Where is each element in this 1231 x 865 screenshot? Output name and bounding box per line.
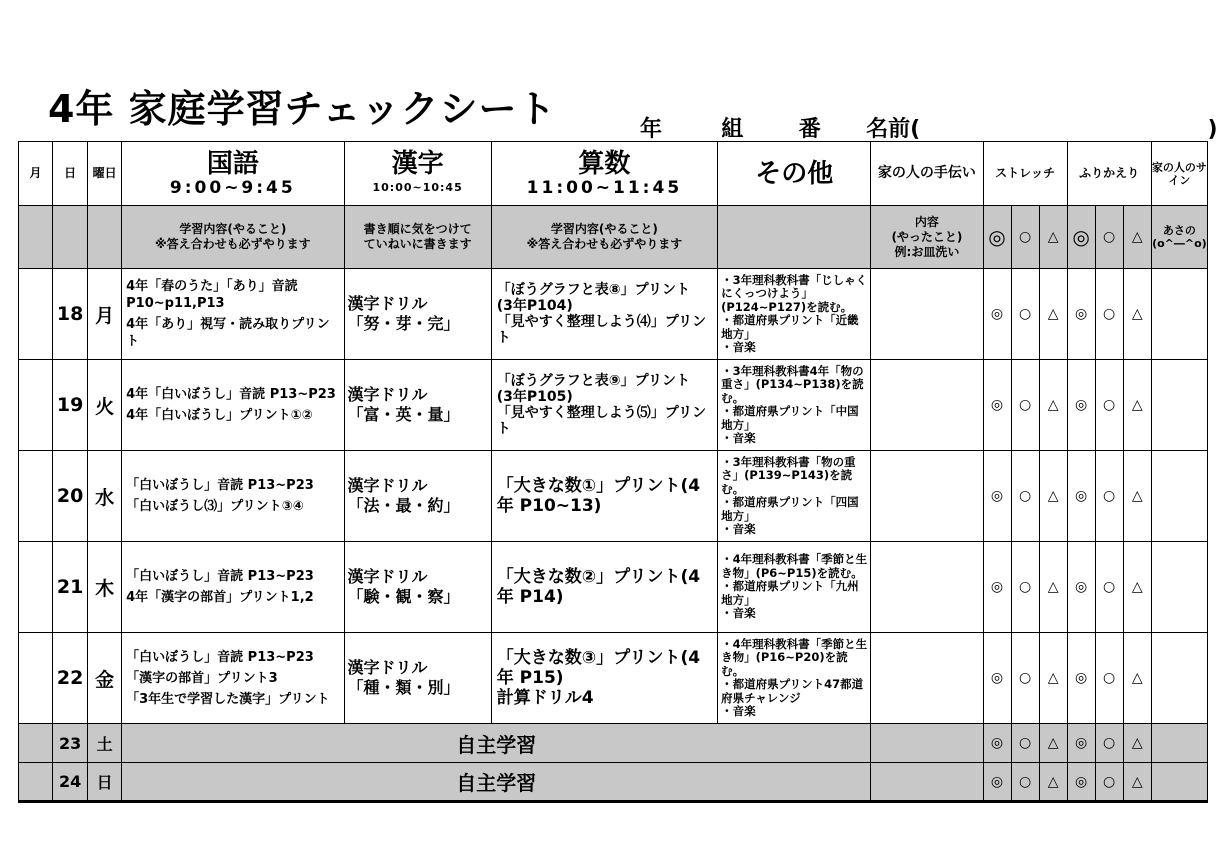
sansu-task: 「大きな数②」プリント(4年 P14) xyxy=(496,567,701,607)
header-review: ふりかえり xyxy=(1067,142,1151,206)
kokugo-task: 「白いぼうし」音読 P13~P23 xyxy=(126,569,314,584)
stretch-triangle[interactable]: △ xyxy=(1039,451,1067,542)
stretch-double-circle[interactable]: ◎ xyxy=(983,269,1011,360)
month-cell xyxy=(19,269,53,360)
kokugo-task: 「白いぼうし」音読 P13~P23 xyxy=(126,649,314,665)
kokugo-task: 4年「あり」視写・読み取りプリント xyxy=(126,317,330,349)
kanji-drill: 漢字ドリル xyxy=(347,476,428,495)
stretch-circle[interactable]: ○ xyxy=(1011,633,1039,724)
review-triangle[interactable]: △ xyxy=(1123,763,1151,802)
stretch-double-circle[interactable]: ◎ xyxy=(983,633,1011,724)
day-cell: 21 xyxy=(53,542,88,633)
other-cell xyxy=(718,451,871,542)
kanji-title: 漢字 xyxy=(391,148,444,179)
month-cell xyxy=(19,542,53,633)
help-cell[interactable] xyxy=(871,633,983,724)
review-circle[interactable]: ○ xyxy=(1095,724,1123,763)
month-cell xyxy=(19,633,53,724)
help-cell[interactable] xyxy=(871,724,983,763)
table-row-weekend xyxy=(19,763,1208,802)
sub-kanji-line1: 書き順に気をつけて xyxy=(363,222,472,236)
table-row xyxy=(19,360,1208,451)
weekday-cell: 火 xyxy=(88,360,122,451)
help-cell[interactable] xyxy=(871,542,983,633)
kokugo-time: 9:00~9:45 xyxy=(169,177,296,198)
day-cell: 20 xyxy=(53,451,88,542)
review-triangle[interactable]: △ xyxy=(1123,724,1151,763)
weekday-cell: 水 xyxy=(88,451,122,542)
sub-kokugo-line2: ※答え合わせも必ずやります xyxy=(154,237,311,251)
kanji-chars: 「験・観・察」 xyxy=(347,587,460,606)
review-double-circle[interactable]: ◎ xyxy=(1067,763,1095,802)
other-task: ・3年理科教科書「物の重さ」(P139~P143)を読む。 xyxy=(721,454,856,496)
review-circle[interactable]: ○ xyxy=(1095,542,1123,633)
stretch-circle[interactable]: ○ xyxy=(1011,451,1039,542)
sansu-task: 「ぼうグラフと表⑧」プリント xyxy=(496,282,691,298)
sub-help-line1: 内容 xyxy=(914,214,939,229)
sub-help xyxy=(871,206,983,269)
kanji-drill: 漢字ドリル xyxy=(347,385,428,404)
sansu-task: 「大きな数①」プリント(4年 P10~13) xyxy=(496,476,701,516)
weekday-cell: 日 xyxy=(88,763,122,802)
stretch-circle[interactable]: ○ xyxy=(1011,360,1039,451)
review-circle[interactable]: ○ xyxy=(1095,763,1123,802)
sign-cell[interactable] xyxy=(1151,360,1207,451)
header-stretch: ストレッチ xyxy=(983,142,1067,206)
kanji-drill: 漢字ドリル xyxy=(347,294,428,313)
review-triangle[interactable]: △ xyxy=(1123,542,1151,633)
table-row-weekend xyxy=(19,724,1208,763)
sansu-task: 計算ドリル4 xyxy=(496,688,594,708)
table-row xyxy=(19,269,1208,360)
stretch-triangle[interactable]: △ xyxy=(1039,360,1067,451)
other-task: ・4年理科教科書「季節と生き物」(P6~P15)を読む。 xyxy=(721,552,868,580)
table-row xyxy=(19,542,1208,633)
sub-sign-line1: あさの xyxy=(1162,224,1196,237)
other-task: ・4年理科教科書「季節と生き物」(P16~P20)を読む。 xyxy=(721,636,868,678)
sub-sign xyxy=(1151,206,1207,269)
kanji-cell xyxy=(344,360,491,451)
header-kokugo xyxy=(122,142,344,206)
other-cell xyxy=(718,542,871,633)
review-circle: ○ xyxy=(1095,206,1123,269)
kanji-cell xyxy=(344,633,491,724)
header-kanji xyxy=(344,142,491,206)
other-task: ・音楽 xyxy=(721,431,756,445)
kanji-cell xyxy=(344,451,491,542)
review-circle[interactable]: ○ xyxy=(1095,451,1123,542)
kanji-drill: 漢字ドリル xyxy=(347,658,428,677)
sansu-task: 「大きな数③」プリント(4年 P15) xyxy=(496,648,701,688)
month-cell xyxy=(19,763,53,802)
sub-month xyxy=(19,206,53,269)
stretch-double-circle[interactable]: ◎ xyxy=(983,360,1011,451)
sign-cell[interactable] xyxy=(1151,451,1207,542)
other-task: ・都道府県プリント「中国地方」 xyxy=(721,404,859,432)
other-task: ・都道府県プリント47都道府県チャレンジ xyxy=(721,677,864,705)
other-task: ・音楽 xyxy=(721,340,756,354)
kanji-drill: 漢字ドリル xyxy=(347,567,428,586)
other-cell xyxy=(718,269,871,360)
sub-other xyxy=(718,206,871,269)
other-task: ・都道府県プリント「四国地方」 xyxy=(721,495,859,523)
kanji-chars: 「努・芽・完」 xyxy=(347,314,460,333)
stretch-circle[interactable]: ○ xyxy=(1011,269,1039,360)
review-triangle[interactable]: △ xyxy=(1123,360,1151,451)
sub-kokugo-line1: 学習内容(やること) xyxy=(179,222,287,236)
sansu-task: 「見やすく整理しよう⑷」プリント xyxy=(496,314,707,346)
other-task: ・音楽 xyxy=(721,704,756,718)
day-cell: 24 xyxy=(53,763,88,802)
name-row xyxy=(640,112,1218,143)
month-cell xyxy=(19,724,53,763)
stretch-triangle[interactable]: △ xyxy=(1039,724,1067,763)
kokugo-cell xyxy=(122,633,344,724)
review-triangle[interactable]: △ xyxy=(1123,633,1151,724)
weekday-cell: 金 xyxy=(88,633,122,724)
stretch-double-circle[interactable]: ◎ xyxy=(983,542,1011,633)
sub-sansu-line1: 学習内容(やること) xyxy=(550,222,658,236)
sansu-cell xyxy=(491,542,717,633)
stretch-triangle[interactable]: △ xyxy=(1039,269,1067,360)
review-double-circle[interactable]: ◎ xyxy=(1067,360,1095,451)
other-task: ・3年理科教科書4年「物の重さ」(P134~P138)を読む。 xyxy=(721,363,864,405)
other-task: ・都道府県プリント「近畿地方」 xyxy=(721,313,859,341)
help-cell[interactable] xyxy=(871,360,983,451)
kokugo-cell xyxy=(122,542,344,633)
sansu-task: 「ぼうグラフと表⑨」プリント xyxy=(496,373,691,389)
sign-cell[interactable] xyxy=(1151,763,1207,802)
review-triangle[interactable]: △ xyxy=(1123,269,1151,360)
header-weekday: 曜日 xyxy=(88,142,122,206)
month-cell xyxy=(19,451,53,542)
stretch-double-circle[interactable]: ◎ xyxy=(983,763,1011,802)
kanji-time: 10:00~10:45 xyxy=(372,180,463,194)
kokugo-task: 「白いぼうし」音読 P13~P23 xyxy=(126,478,314,493)
ban-label: 番 xyxy=(798,117,821,142)
sub-help-line3: 例:お皿洗い xyxy=(894,244,960,259)
sign-cell[interactable] xyxy=(1151,724,1207,763)
review-double-circle: ◎ xyxy=(1067,206,1095,269)
sign-cell[interactable] xyxy=(1151,269,1207,360)
review-double-circle[interactable]: ◎ xyxy=(1067,633,1095,724)
stretch-circle[interactable]: ○ xyxy=(1011,542,1039,633)
review-triangle: △ xyxy=(1123,206,1151,269)
other-task: ・都道府県プリント「九州地方」 xyxy=(721,579,859,607)
review-double-circle[interactable]: ◎ xyxy=(1067,451,1095,542)
kanji-chars: 「富・英・量」 xyxy=(347,405,460,424)
kokugo-title: 国語 xyxy=(206,148,259,179)
header-day: 日 xyxy=(53,142,88,206)
sansu-task: (3年P104) xyxy=(496,298,573,314)
stretch-triangle[interactable]: △ xyxy=(1039,763,1067,802)
header-month: 月 xyxy=(19,142,53,206)
kokugo-cell xyxy=(122,451,344,542)
sub-sansu-line2: ※答え合わせも必ずやります xyxy=(526,237,683,251)
stretch-triangle: △ xyxy=(1039,206,1067,269)
other-task: ・3年理科教科書「じしゃくにくっつけよう」(P124~P127)を読む。 xyxy=(721,272,868,314)
kumi-label: 組 xyxy=(721,117,744,142)
sub-sansu xyxy=(491,206,717,269)
sansu-title: 算数 xyxy=(578,148,631,179)
sub-sign-line2: (o^―^o) xyxy=(1152,237,1207,250)
weekday-cell: 土 xyxy=(88,724,122,763)
sign-cell[interactable] xyxy=(1151,542,1207,633)
sub-weekday xyxy=(88,206,122,269)
stretch-triangle[interactable]: △ xyxy=(1039,542,1067,633)
day-cell: 19 xyxy=(53,360,88,451)
review-circle[interactable]: ○ xyxy=(1095,269,1123,360)
table-row xyxy=(19,633,1208,724)
kokugo-task: 4年「白いぼうし」音読 P13~P23 xyxy=(126,387,336,402)
stretch-circle: ○ xyxy=(1011,206,1039,269)
other-task: ・音楽 xyxy=(721,522,756,536)
sub-day xyxy=(53,206,88,269)
help-cell[interactable] xyxy=(871,269,983,360)
help-cell[interactable] xyxy=(871,451,983,542)
sansu-time: 11:00~11:45 xyxy=(526,177,683,198)
kokugo-task: 4年「漢字の部首」プリント1,2 xyxy=(126,590,314,605)
review-circle[interactable]: ○ xyxy=(1095,633,1123,724)
sansu-task: 「見やすく整理しよう⑸」プリント xyxy=(496,405,707,437)
check-sheet-table xyxy=(18,141,1208,803)
help-cell[interactable] xyxy=(871,763,983,802)
table-row xyxy=(19,451,1208,542)
page-title: 4年 家庭学習チェックシート xyxy=(48,87,557,131)
header-help: 家の人の手伝い xyxy=(871,142,983,206)
stretch-double-circle[interactable]: ◎ xyxy=(983,724,1011,763)
review-triangle[interactable]: △ xyxy=(1123,451,1151,542)
sign-cell[interactable] xyxy=(1151,633,1207,724)
nen-label: 年 xyxy=(640,117,663,142)
stretch-circle[interactable]: ○ xyxy=(1011,724,1039,763)
weekday-cell: 月 xyxy=(88,269,122,360)
self-study-cell: 自主学習 xyxy=(122,724,871,763)
kokugo-task: 「3年生で学習した漢字」プリント xyxy=(126,691,330,707)
self-study-cell: 自主学習 xyxy=(122,763,871,802)
review-circle[interactable]: ○ xyxy=(1095,360,1123,451)
kanji-cell xyxy=(344,269,491,360)
kokugo-task: 「白いぼうし⑶」プリント③④ xyxy=(126,499,304,514)
kokugo-cell xyxy=(122,360,344,451)
kokugo-cell xyxy=(122,269,344,360)
sansu-cell xyxy=(491,451,717,542)
sansu-task: (3年P105) xyxy=(496,389,573,405)
kokugo-task: 4年「春のうた」「あり」音読 P10~p11,P13 xyxy=(126,279,298,311)
sub-kanji xyxy=(344,206,491,269)
kokugo-task: 「漢字の部首」プリント3 xyxy=(126,670,278,686)
day-cell: 18 xyxy=(53,269,88,360)
header-sign: 家の人のサイン xyxy=(1151,142,1207,206)
other-cell xyxy=(718,360,871,451)
weekday-cell: 木 xyxy=(88,542,122,633)
kokugo-task: 4年「白いぼうし」プリント①② xyxy=(126,408,313,423)
kanji-chars: 「法・最・約」 xyxy=(347,496,460,515)
sub-kanji-line2: ていねいに書きます xyxy=(363,237,472,251)
name-close: ) xyxy=(1207,117,1218,142)
sub-kokugo xyxy=(122,206,344,269)
stretch-double-circle: ◎ xyxy=(983,206,1011,269)
review-double-circle[interactable]: ◎ xyxy=(1067,542,1095,633)
header-other: その他 xyxy=(718,142,871,206)
stretch-circle[interactable]: ○ xyxy=(1011,763,1039,802)
month-cell xyxy=(19,360,53,451)
name-label: 名前( xyxy=(866,117,921,142)
day-cell: 22 xyxy=(53,633,88,724)
day-cell: 23 xyxy=(53,724,88,763)
review-double-circle[interactable]: ◎ xyxy=(1067,269,1095,360)
review-double-circle[interactable]: ◎ xyxy=(1067,724,1095,763)
stretch-triangle[interactable]: △ xyxy=(1039,633,1067,724)
sub-help-line2: (やったこと) xyxy=(891,229,963,244)
kanji-cell xyxy=(344,542,491,633)
other-task: ・音楽 xyxy=(721,606,756,621)
stretch-double-circle[interactable]: ◎ xyxy=(983,451,1011,542)
sansu-cell xyxy=(491,633,717,724)
other-cell xyxy=(718,633,871,724)
kanji-chars: 「種・類・別」 xyxy=(347,678,460,697)
header-sansu xyxy=(491,142,717,206)
sansu-cell xyxy=(491,360,717,451)
sansu-cell xyxy=(491,269,717,360)
